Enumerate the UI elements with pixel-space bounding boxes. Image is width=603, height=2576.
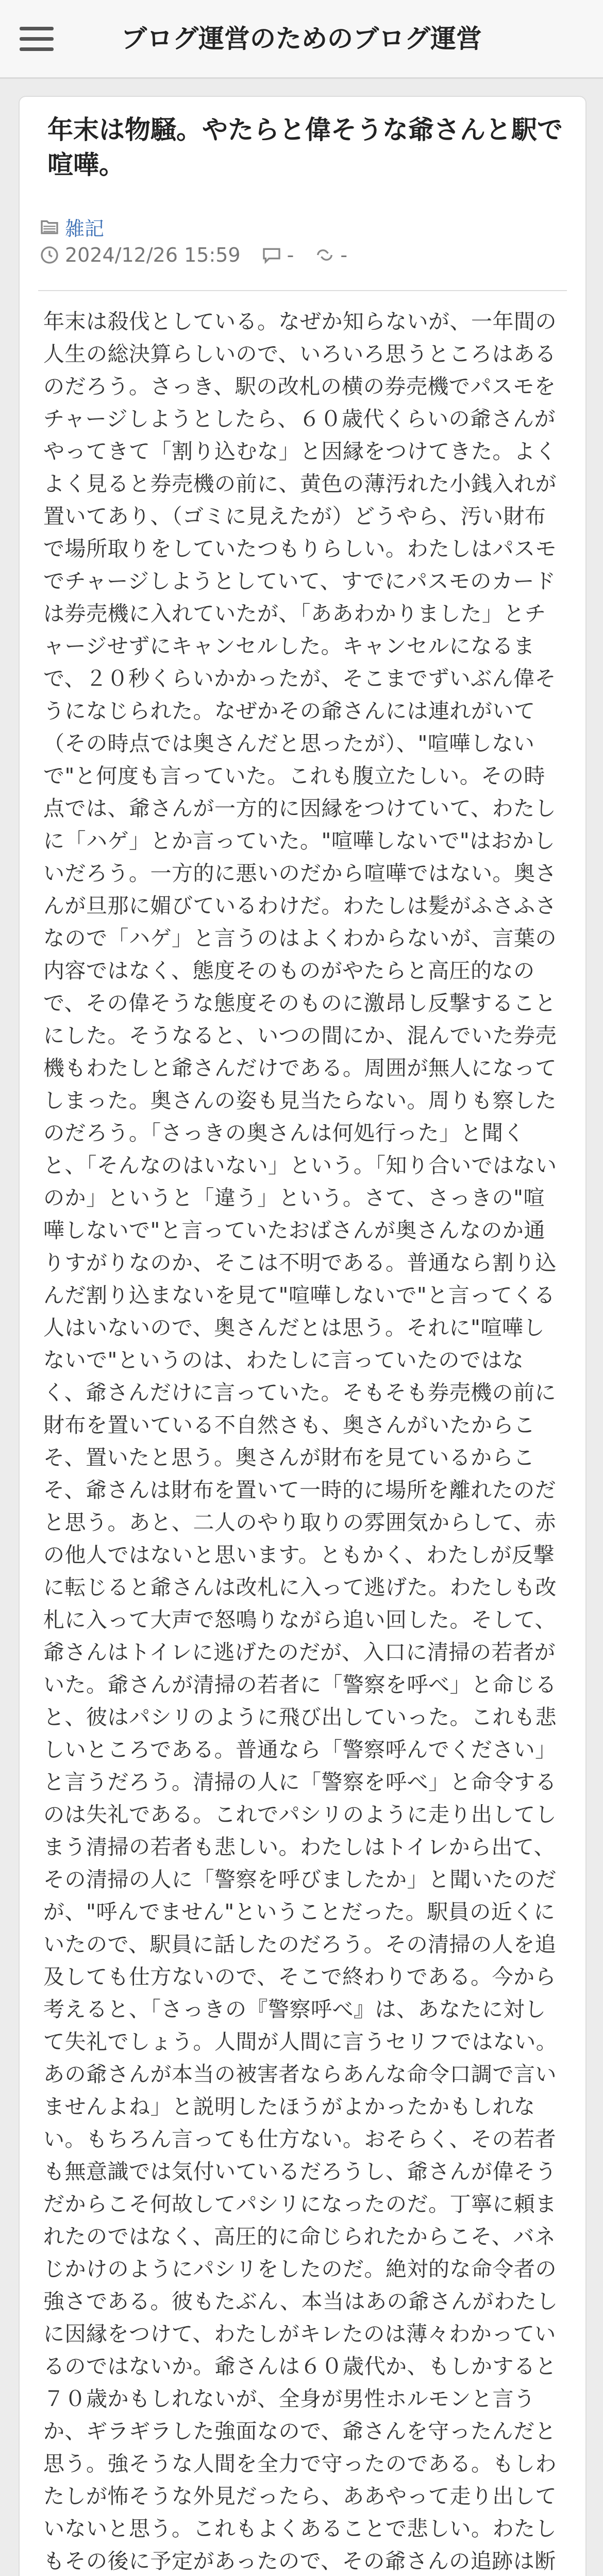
blog-title[interactable]: ブログ運営のためのブログ運営 bbox=[121, 24, 482, 54]
comments-count: - bbox=[287, 244, 294, 266]
entry-card bbox=[19, 96, 587, 2576]
entry-date: 2024/12/26 15:59 bbox=[65, 244, 241, 266]
clock-icon bbox=[39, 245, 60, 265]
trackbacks-count: - bbox=[340, 244, 348, 266]
comment-icon bbox=[261, 245, 282, 265]
app-header bbox=[0, 0, 603, 79]
entry-title: 年末は物騒。やたらと偉そうな爺さんと駅で喧嘩。 bbox=[47, 115, 563, 180]
entry-meta bbox=[39, 244, 347, 266]
entry-body bbox=[43, 306, 564, 2576]
entry-trackbacks-meta[interactable] bbox=[314, 244, 347, 266]
trackback-icon bbox=[314, 245, 335, 265]
category-label[interactable]: 雑記 bbox=[65, 217, 105, 240]
folder-icon bbox=[39, 217, 60, 238]
meta-divider bbox=[38, 290, 567, 291]
entry-comments-meta[interactable] bbox=[261, 244, 294, 266]
entry-category[interactable] bbox=[39, 213, 104, 241]
entry-paragraph: 年末は殺伐としている。なぜか知らないが、一年間の人生の総決算らしいので、いろいろ思うところはあるのだろう。さっき、駅の改札の横の券売機でパスモをチャージしようとしたら、６０歳代くらいの爺さんがやってきて「割り込むな」と因縁をつけてきた。よくよく見ると券売機の前に、黄色の薄汚れた小銭入れが置いてあり、（ゴミに見えたが）どうやら、汚い財布で場所取りをしていたつもりらしい。わたしはパスモでチャージしようとしていて、すでにパスモのカードは券売機に入れていたが、「ああわかりました」とチャージせずにキャンセルした。キャンセルになるまで、２０秒くらいかかったが、そこまでずいぶん偉そうになじられた。なぜかその爺さんには連れがいて（その時点では奥さんだと思ったが）、"喧嘩しないで"と何度も言っていた。これも腹立たしい。その時点では、爺さんが一方的に因縁をつけていて、わたしに「ハゲ」とか言っていた。"喧嘩しないで"はおかしいだろう。一方的に悪いのだから喧嘩ではない。奥さんが旦那に媚びているわけだ。わたしは髪がふさふさなので「ハゲ」と言うのはよくわからないが、言葉の内容ではなく、態度そのものがやたらと高圧的なので、その偉そうな態度そのものに激昂し反撃することにした。そうなると、いつの間にか、混んでいた券売機もわたしと爺さんだけである。周囲が無人になってしまった。奥さんの姿も見当たらない。周りも察したのだろう。「さっきの奥さんは何処行った」と聞くと、「そんなのはいない」という。「知り合いではないのか」というと「違う」という。さて、さっきの"喧嘩しないで"と言っていたおばさんが奥さんなのか通りすがりなのか、そこは不明である。普通なら割り込んだ割り込まないを見て"喧嘩しないで"と言ってくる人はいないので、奥さんだとは思う。それに"喧嘩しないで"というのは、わたしに言っていたのではなく、爺さんだけに言っていた。そもそも券売機の前に財布を置いている不自然さも、奥さんがいたからこそ、置いたと思う。奥さんが財布を見ているからこそ、爺さんは財布を置いて一時的に場所を離れたのだと思う。あと、二人のやり取りの雰囲気からして、赤の他人ではないと思います。ともかく、わたしが反撃に転じると爺さんは改札に入って逃げた。わたしも改札に入って大声で怒鳴りながら追い回した。そして、爺さんはトイレに逃げたのだが、入口に清掃の若者がいた。爺さんが清掃の若者に「警察を呼べ」と命じると、彼はパシリのように飛び出していった。これも悲しいところである。普通なら「警察呼んでください」と言うだろう。清掃の人に「警察を呼べ」と命令するのは失礼である。これでパシリのように走り出してしまう清掃の若者も悲しい。わたしはトイレから出て、その清掃の人に「警察を呼びましたか」と聞いたのだが、"呼んでません"ということだった。駅員の近くにいたので、駅員に話したのだろう。その清掃の人を追及しても仕方ないので、そこで終わりである。今から考えると、「さっきの『警察呼べ』は、あなたに対して失礼でしょう。人間が人間に言うセリフではない。あの爺さんが本当の被害者ならあんな命令口調で言いませんよね」と説明したほうがよかったかもしれない。もちろん言っても仕方ない。おそらく、その若者も無意識では気付いているだろうし、爺さんが偉そうだからこそ何故してパシリになったのだ。丁寧に頼まれたのではなく、高圧的に命じられたからこそ、バネじかけのようにパシリをしたのだ。絶対的な命令者の強さである。彼もたぶん、本当はあの爺さんがわたしに因縁をつけて、わたしがキレたのは薄々わかっているのではないか。爺さんは６０歳代か、もしかすると７０歳かもしれないが、全身が男性ホルモンと言うか、ギラギラした強面なので、爺さんを守ったんだと思う。強そうな人間を全力で守ったのである。もしわたしが怖そうな外見だったら、ああやって走り出していないと思う。これもよくあることで悲しい。わたしもその後に予定があったので、その爺さんの追跡は断 bbox=[43, 309, 558, 2573]
